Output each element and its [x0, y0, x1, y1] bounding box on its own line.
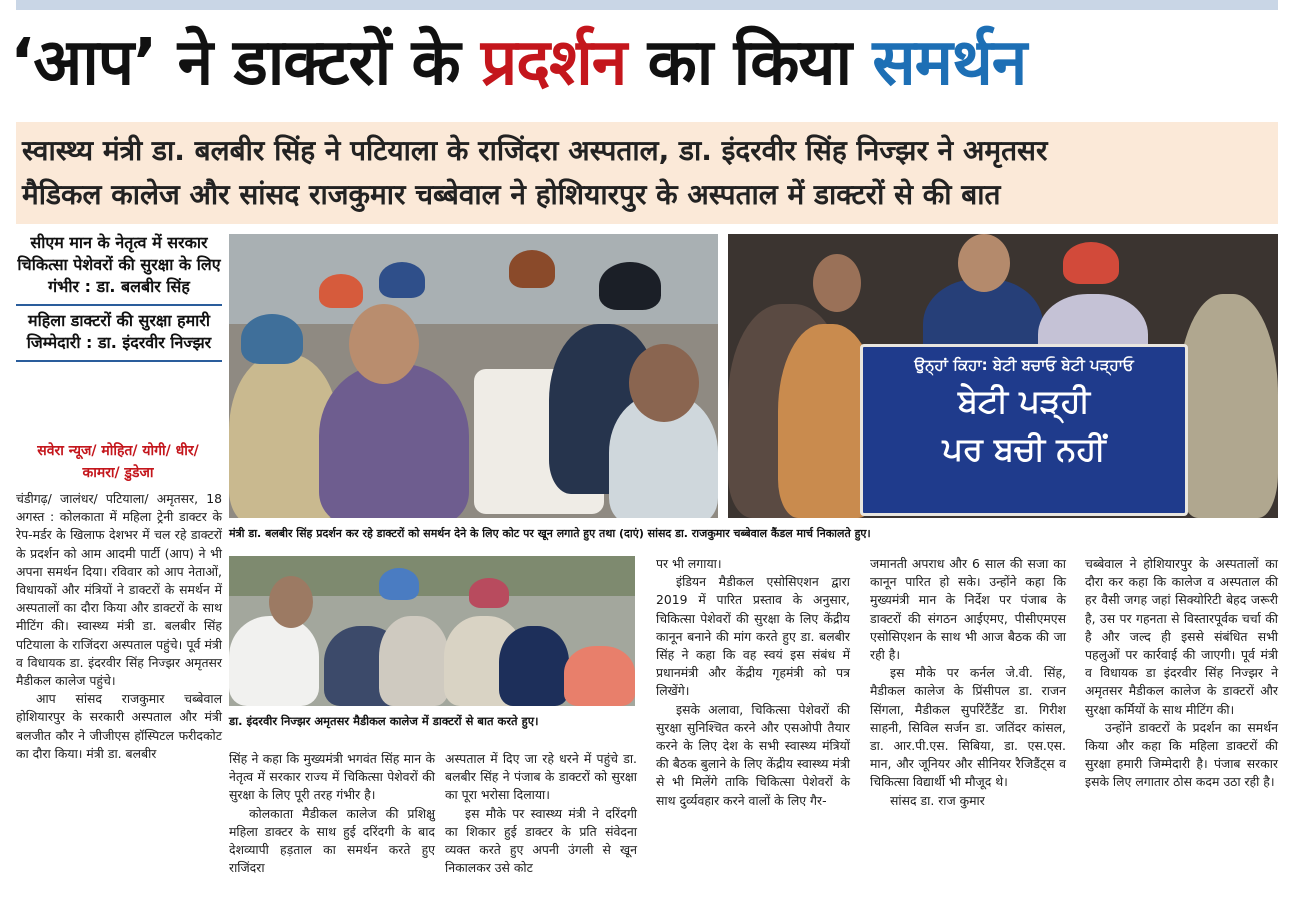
article-column-6: [1085, 555, 1278, 792]
article-column-1: [16, 490, 222, 763]
subheadline-line-2: मैडिकल कालेज और सांसद राजकुमार चब्बेवाल ने होशियारपुर के अस्पताल में डाक्टरों से की बात: [22, 178, 1001, 211]
protest-banner: [860, 344, 1188, 516]
article-paragraph: उन्होंने डाक्टरों के प्रदर्शन का समर्थन किया और कहा कि महिला डाक्टरों की सुरक्षा हमारी जिम्मेदारी है। पंजाब सरकार इसके लिए लगातार ठोस कदम उठा रही है।: [1085, 719, 1278, 790]
person-figure: [229, 616, 319, 706]
sidebar-highlight-1: सीएम मान के नेतृत्व में सरकार चिकित्सा पेशेवरों की सुरक्षा के लिए गंभीर : डा. बलबीर सिंह: [17, 233, 221, 296]
person-turban: [1063, 242, 1119, 284]
article-paragraph: पर भी लगाया।: [656, 556, 722, 571]
person-figure: [564, 646, 635, 706]
person-turban: [599, 262, 661, 310]
banner-main-text: ਬੇਟੀ ਪੜ੍ਹੀ: [957, 382, 1091, 420]
photo-nijjar-medical-college: [229, 556, 635, 706]
article-column-2: [229, 750, 435, 877]
sidebar-divider: [16, 360, 222, 362]
photo-candle-march: [728, 234, 1278, 518]
article-paragraph: इस मौके पर कर्नल जे.वी. सिंह, मैडीकल कालेज के प्रिंसीपल डा. राजन सिंगला, मैडीकल सुपरिंटैंडैंट डा. गिरीश साहनी, सिविल सर्जन डा. जतिंदर कांसल, डा. आर.पी.एस. सिबिया, डा. एस.एस. मान, और जूनियर और सीनियर रैजिडैंट्स व चिकित्सा विद्यार्थी भी मौजूद थे।: [870, 665, 1066, 790]
person-turban: [509, 250, 555, 288]
person-turban: [241, 314, 303, 364]
person-head: [958, 234, 1010, 292]
headline-part-4: समर्थन: [872, 26, 1027, 100]
article-column-5: [870, 555, 1066, 810]
person-head: [813, 254, 861, 312]
article-paragraph: सिंह ने कहा कि मुख्यमंत्री भगवंत सिंह मान के नेतृत्व में सरकार राज्य में चिकित्सा पेशेवरों की सुरक्षा के लिए पूरी तरह गंभीर है।: [229, 751, 435, 803]
person-figure: [1178, 294, 1278, 518]
sidebar-highlight-2: महिला डाक्टरों की सुरक्षा हमारी जिम्मेदारी : डा. इंदरवीर निज्झर: [26, 311, 212, 352]
article-paragraph: जमानती अपराध और 6 साल की सजा का कानून पारित हो सके। उन्होंने कहा कि मुख्यमंत्री मान के निर्देश पर पंजाब के डाक्टरों की संगठन आईएमए, पीसीएमएस एसोसिएशन के साथ भी आज बैठक की जा रही है।: [870, 556, 1066, 663]
photo-minister-coat: [229, 234, 718, 518]
person-turban: [319, 274, 363, 308]
headline-part-1: ‘आप’ ने डाक्टरों के: [10, 26, 481, 100]
person-head: [349, 304, 419, 384]
person-figure: [319, 364, 469, 518]
photo-caption-top: मंत्री डा. बलबीर सिंह प्रदर्शन कर रहे डाक्टरों को समर्थन देने के लिए कोट पर खून लगाते हुए तथा (दाएं) सांसद डा. राजकुमार चब्बेवाल कैंडल मार्च निकालते हुए।: [229, 527, 871, 540]
article-paragraph: चब्बेवाल ने होशियारपुर के अस्पतालों का दौरा कर कहा कि कालेज व अस्पताल की हर वैसी जगह जहां सिक्योरिटी बेहद जरूरी है, उस पर गहनता से विस्तारपूर्वक चर्चा की है और जल्द ही इससे संबंधित सभी पहलुओं पर कार्रवाई की जाएगी। पूर्व मंत्री व विधायक डा इंदरवीर सिंह निज्झर ने अमृतसर मैडीकल कालेज के डाक्टरों और सुरक्षा कर्मियों के साथ मीटिंग की।: [1085, 556, 1278, 717]
subheadline-line-1: स्वास्थ्य मंत्री डा. बलबीर सिंह ने पटियाला के राजिंदरा अस्पताल, डा. इंदरवीर सिंह निज्झर ने अमृतसर: [22, 134, 1048, 167]
byline: सवेरा न्यूज/ मोहित/ योगी/ धीर/ कामरा/ डुडेजा: [37, 443, 199, 481]
sidebar-divider: [16, 304, 222, 306]
person-figure: [499, 626, 569, 706]
person-head: [269, 576, 313, 628]
article-paragraph: अस्पताल में दिए जा रहे धरने में पहुंचे डा. बलबीर सिंह ने पंजाब के डाक्टरों को सुरक्षा का पूरा भरोसा दिलाया।: [445, 751, 637, 803]
person-turban: [379, 262, 425, 298]
person-figure: [379, 616, 449, 706]
article-paragraph: कोलकाता मैडीकल कालेज की प्रशिक्षु महिला डाक्टर के साथ हुई दरिंदगी के बाद देशव्यापी हड़ताल का समर्थन करते हुए राजिंदरा: [229, 805, 435, 876]
article-paragraph: सांसद डा. राज कुमार: [890, 792, 985, 808]
person-turban: [469, 578, 509, 608]
article-column-4: [656, 555, 850, 810]
banner-slogan: ਉਨ੍ਹਾਂ ਕਿਹਾ: ਬੇਟੀ ਬਚਾਓ ਬੇਟੀ ਪੜ੍ਹਾਓ: [914, 356, 1134, 374]
headline: [10, 14, 1285, 112]
headline-part-2: प्रदर्शन: [480, 26, 627, 100]
article-paragraph: इसके अलावा, चिकित्सा पेशेवरों की सुरक्षा सुनिश्चित करने और एसओपी तैयार करने के लिए देश के सभी स्वास्थ्य मंत्रियों की बैठक बुलाने के लिए केंद्रीय स्वास्थ्य मंत्री से भी मिलेंगे ताकि चिकित्सा पेशेवरों के साथ दुर्व्यवहार करने वालों के लिए गैर-: [656, 701, 850, 808]
sidebar-highlights: [16, 232, 222, 366]
headline-part-3: का किया: [626, 26, 873, 100]
person-head: [629, 344, 699, 422]
banner-main-text: ਪਰ ਬਚੀ ਨਹੀਂ: [942, 430, 1106, 468]
article-paragraph: चंडीगढ़/ जालंधर/ पटियाला/ अमृतसर, 18 अगस्त : कोलकाता में महिला ट्रेनी डाक्टर के रेप-मर्डर के खिलाफ देशभर में चल रहे डाक्टरों के प्रदर्शन को आम आदमी पार्टी (आप) ने भी अपना समर्थन दिया। रविवार को आप नेताओं, विधायकों और मंत्रियों ने डाक्टरों के समर्थन में अस्पतालों का दौरा किया और डाक्टरों के साथ मीटिंग की। स्वास्थ्य मंत्री डा. बलबीर सिंह पटियाला के राजिंदरा अस्पताल पहुंचे। पूर्व मंत्री व विधायक डा. इंदरवीर सिंह निज्झर अमृतसर मैडीकल कालेज पहुंचे।: [16, 491, 222, 689]
article-column-3: [445, 750, 637, 877]
article-paragraph: आप सांसद राजकुमार चब्बेवाल होशियारपुर के सरकारी अस्पताल और मंत्री बलजीत कौर ने जीजीएस हॉस्पिटल फरीदकोट का दौरा किया। मंत्री डा. बलबीर: [16, 691, 222, 761]
top-strip: [16, 0, 1278, 10]
photo-caption-bottom: डा. इंदरवीर निज्झर अमृतसर मैडीकल कालेज में डाक्टरों से बात करते हुए।: [229, 714, 539, 728]
article-paragraph: इंडियन मैडीकल एसोसिएशन द्वारा 2019 में पारित प्रस्ताव के अनुसार, चिकित्सा पेशेवरों की सुरक्षा के लिए केंद्रीय कानून बनाने की मांग करते हुए डा. बलबीर सिंह ने कहा कि वह स्वयं इस संबंध में प्रधानमंत्री और केंद्रीय गृहमंत्री को पत्र लिखेंगे।: [656, 574, 850, 699]
article-paragraph: इस मौके पर स्वास्थ्य मंत्री ने दरिंदगी का शिकार हुई डाक्टर के प्रति संवेदना व्यक्त करते हुए अपनी उंगली से खून निकालकर उसे कोट: [445, 805, 637, 876]
person-turban: [379, 568, 419, 600]
subheadline-deck: [16, 122, 1278, 224]
